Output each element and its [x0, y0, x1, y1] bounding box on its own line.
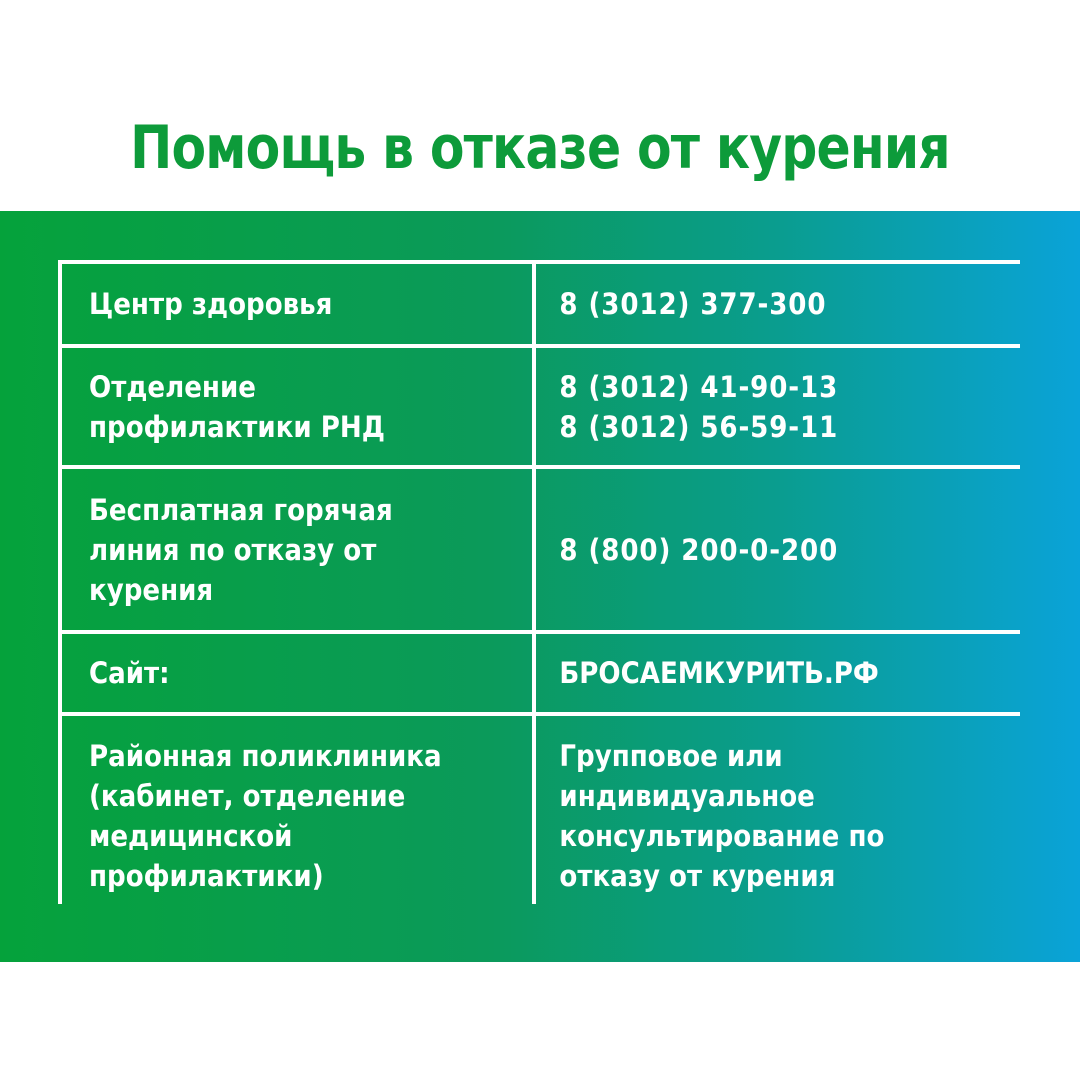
contacts-table [58, 260, 1020, 904]
page-title: Помощь в отказе от курения [130, 113, 950, 183]
row-label-health-center: Центр здоровья [89, 287, 333, 321]
row-value-prevention-dept: 8 (3012) 41-90-13 8 (3012) 56-59-11 [559, 369, 839, 444]
table-cell-label [62, 634, 532, 712]
row-value-health-center: 8 (3012) 377-300 [559, 287, 827, 321]
row-label-hotline: Бесплатная горячая линия по отказу от курения [89, 492, 393, 607]
table-cell-label [62, 469, 532, 630]
table-cell-value [536, 264, 1024, 344]
table-cell-label [62, 348, 532, 465]
table-cell-value [536, 716, 1024, 918]
row-label-clinic: Районная поликлиника (кабинет, отделение медицинской профилактики) [89, 739, 442, 893]
row-label-site: Сайт: [89, 656, 170, 690]
table-cell-label [62, 264, 532, 344]
row-value-site: БРОСАЕМКУРИТЬ.РФ [559, 656, 879, 690]
table-cell-value [536, 634, 1024, 712]
row-value-clinic: Групповое или индивидуальное консультирование по отказу от курения [559, 739, 885, 893]
row-value-hotline: 8 (800) 200-0-200 [559, 532, 839, 567]
table-cell-value [536, 348, 1024, 465]
table-cell-value [536, 469, 1024, 630]
table-cell-label [62, 716, 532, 918]
row-label-prevention-dept: Отделение профилактики РНД [89, 369, 386, 444]
